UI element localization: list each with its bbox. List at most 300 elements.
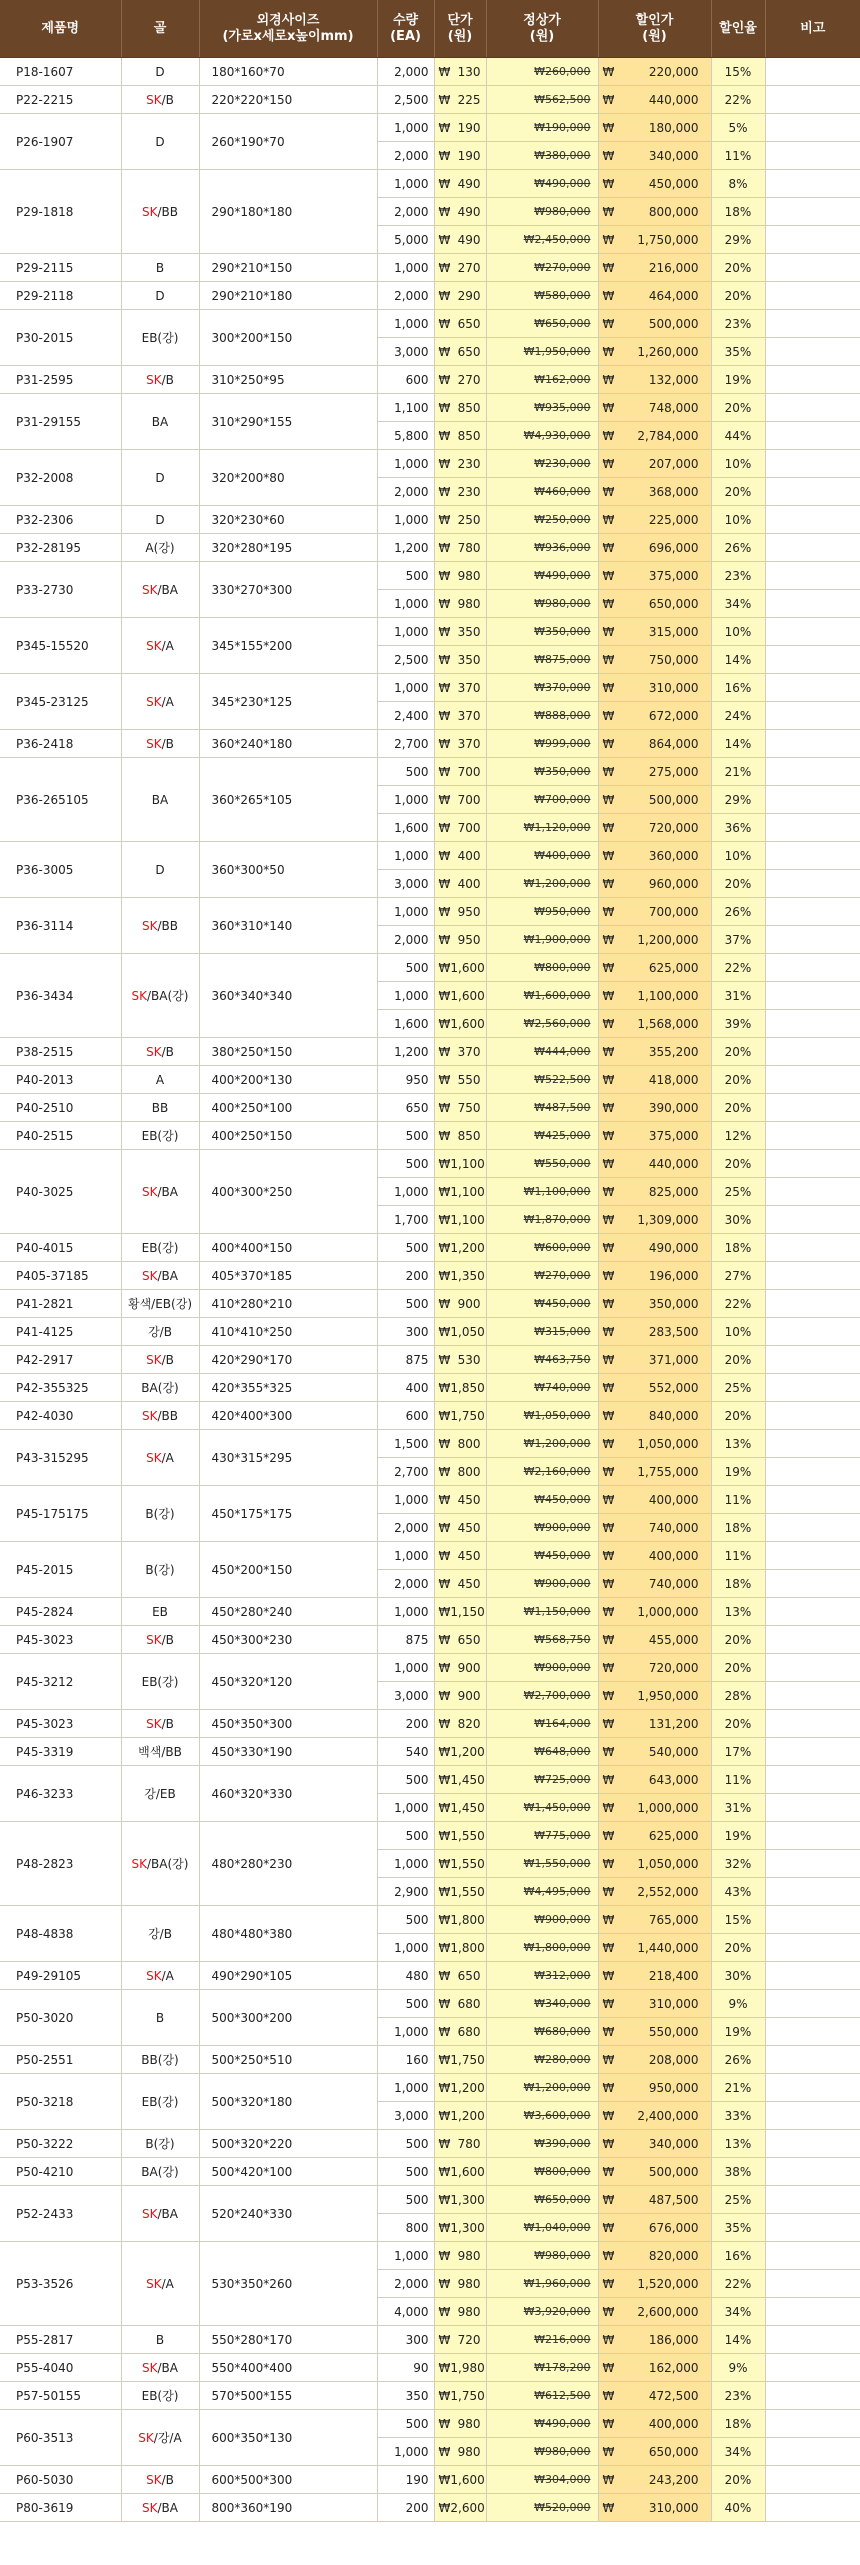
flute-type: /BA(강): [147, 989, 189, 1003]
product-code-cell: P36-265105: [0, 758, 121, 842]
flute-type: B: [155, 260, 165, 275]
unit-price: 190: [457, 148, 481, 163]
note-cell: [765, 562, 860, 590]
regular-price: ₩2,450,000: [523, 233, 591, 246]
flute-type-cell: [121, 1150, 199, 1234]
unit-price-cell: [434, 870, 486, 898]
won-sign: ₩: [602, 1128, 615, 1143]
unit-price-cell: [434, 2494, 486, 2522]
flute-type: 황색/EB(강): [128, 1297, 192, 1311]
flute-type-cell: [121, 1738, 199, 1766]
product-code-cell: P55-2817: [0, 2326, 121, 2354]
discount-rate-cell: 9%: [711, 2354, 765, 2382]
unit-price-cell: [434, 1794, 486, 1822]
table-row: [0, 1402, 860, 1430]
flute-type-cell: [121, 2130, 199, 2158]
regular-price-cell: [486, 842, 598, 870]
flute-type-cell: [121, 1654, 199, 1710]
unit-price: 490: [457, 176, 481, 191]
flute-type: 백색/BB: [138, 1745, 182, 1759]
header-row: [0, 0, 860, 58]
regular-price-cell: [486, 618, 598, 646]
regular-price: ₩875,000: [534, 653, 591, 666]
product-code-cell: P50-3218: [0, 2074, 121, 2130]
sale-price: 672,000: [648, 708, 699, 723]
unit-price: 130: [457, 64, 481, 79]
unit-price: 1,300: [450, 2192, 485, 2207]
discount-rate-cell: 11%: [711, 1486, 765, 1514]
regular-price-cell: [486, 1010, 598, 1038]
won-sign: ₩: [438, 64, 451, 79]
outer-size-cell: 260*190*70: [199, 114, 377, 170]
table-row: [0, 1234, 860, 1262]
product-code-cell: P50-2551: [0, 2046, 121, 2074]
table-row: [0, 1906, 860, 1934]
sale-price-cell: [598, 982, 711, 1010]
quantity-cell: 2,000: [377, 142, 434, 170]
sale-price-cell: [598, 1374, 711, 1402]
regular-price-cell: [486, 226, 598, 254]
header-discount-rate: 할인율: [711, 0, 765, 58]
regular-price-cell: [486, 2410, 598, 2438]
unit-price-cell: [434, 422, 486, 450]
flute-sk-prefix: SK: [146, 92, 162, 107]
unit-price-cell: [434, 2158, 486, 2186]
outer-size-cell: 490*290*105: [199, 1962, 377, 1990]
regular-price-cell: [486, 1486, 598, 1514]
outer-size-cell: 520*240*330: [199, 2186, 377, 2242]
won-sign: ₩: [602, 1408, 615, 1423]
sale-price-cell: [598, 478, 711, 506]
unit-price-cell: [434, 1514, 486, 1542]
won-sign: ₩: [602, 1632, 615, 1647]
flute-type-cell: [121, 2074, 199, 2130]
unit-price-cell: [434, 590, 486, 618]
note-cell: [765, 730, 860, 758]
sale-price: 350,000: [648, 1296, 699, 1311]
won-sign: ₩: [602, 148, 615, 163]
product-code-cell: P32-28195: [0, 534, 121, 562]
unit-price-cell: [434, 1262, 486, 1290]
sale-price-cell: [598, 1738, 711, 1766]
note-cell: [765, 2298, 860, 2326]
regular-price-cell: [486, 562, 598, 590]
unit-price: 1,600: [450, 2164, 485, 2179]
regular-price: ₩3,600,000: [523, 2109, 591, 2122]
quantity-cell: 500: [377, 2130, 434, 2158]
won-sign: ₩: [602, 1072, 615, 1087]
won-sign: ₩: [602, 1772, 615, 1787]
regular-price: ₩522,500: [534, 1073, 591, 1086]
flute-type: /A: [161, 694, 174, 709]
regular-price: ₩216,000: [534, 2333, 591, 2346]
quantity-cell: 1,000: [377, 982, 434, 1010]
table-row: [0, 758, 860, 786]
won-sign: ₩: [602, 764, 615, 779]
discount-rate-cell: 18%: [711, 1514, 765, 1542]
quantity-cell: 1,600: [377, 1010, 434, 1038]
product-code-cell: P46-3233: [0, 1766, 121, 1822]
quantity-cell: 2,700: [377, 730, 434, 758]
regular-price: ₩800,000: [534, 2165, 591, 2178]
regular-price-cell: [486, 1038, 598, 1066]
outer-size-cell: 320*280*195: [199, 534, 377, 562]
discount-rate-cell: 30%: [711, 1206, 765, 1234]
won-sign: ₩: [602, 2248, 615, 2263]
flute-sk-prefix: SK: [146, 372, 162, 387]
regular-price: ₩1,550,000: [523, 1857, 591, 1870]
unit-price: 850: [457, 428, 481, 443]
won-sign: ₩: [438, 988, 451, 1003]
regular-price-cell: [486, 534, 598, 562]
note-cell: [765, 1122, 860, 1150]
unit-price: 1,980: [450, 2360, 485, 2375]
discount-rate-cell: 29%: [711, 226, 765, 254]
table-row: [0, 2186, 860, 2214]
sale-price-cell: [598, 422, 711, 450]
sale-price-cell: [598, 450, 711, 478]
note-cell: [765, 2018, 860, 2046]
unit-price: 1,050: [450, 1324, 485, 1339]
note-cell: [765, 1794, 860, 1822]
won-sign: ₩: [438, 2164, 451, 2179]
note-cell: [765, 1010, 860, 1038]
sale-price: 490,000: [648, 1240, 699, 1255]
regular-price: ₩935,000: [534, 401, 591, 414]
won-sign: ₩: [438, 2388, 451, 2403]
unit-price-cell: [434, 730, 486, 758]
flute-type: /BA: [157, 2206, 178, 2221]
outer-size-cell: 410*410*250: [199, 1318, 377, 1346]
outer-size-cell: 400*250*100: [199, 1094, 377, 1122]
won-sign: ₩: [438, 1716, 451, 1731]
outer-size-cell: 430*315*295: [199, 1430, 377, 1486]
product-code-cell: P30-2015: [0, 310, 121, 366]
won-sign: ₩: [602, 1940, 615, 1955]
regular-price-cell: [486, 758, 598, 786]
product-code-cell: P80-3619: [0, 2494, 121, 2522]
product-code-cell: P36-3434: [0, 954, 121, 1038]
note-cell: [765, 2382, 860, 2410]
flute-type-cell: [121, 1766, 199, 1822]
won-sign: ₩: [438, 372, 451, 387]
quantity-cell: 3,000: [377, 2102, 434, 2130]
note-cell: [765, 1402, 860, 1430]
note-cell: [765, 1234, 860, 1262]
unit-price-cell: [434, 2270, 486, 2298]
product-code-cell: P49-29105: [0, 1962, 121, 1990]
quantity-cell: 1,000: [377, 1850, 434, 1878]
unit-price: 650: [457, 1632, 481, 1647]
flute-type-cell: [121, 2158, 199, 2186]
quantity-cell: 1,000: [377, 170, 434, 198]
won-sign: ₩: [438, 1072, 451, 1087]
product-code-cell: P45-3212: [0, 1654, 121, 1710]
note-cell: [765, 1878, 860, 1906]
outer-size-cell: 500*320*220: [199, 2130, 377, 2158]
won-sign: ₩: [438, 1996, 451, 2011]
note-cell: [765, 2466, 860, 2494]
discount-rate-cell: 20%: [711, 1038, 765, 1066]
unit-price: 900: [457, 1688, 481, 1703]
sale-price-cell: [598, 898, 711, 926]
sale-price-cell: [598, 2298, 711, 2326]
discount-rate-cell: 31%: [711, 982, 765, 1010]
quantity-cell: 1,200: [377, 534, 434, 562]
discount-rate-cell: 18%: [711, 198, 765, 226]
sale-price-cell: [598, 1038, 711, 1066]
won-sign: ₩: [438, 92, 451, 107]
sale-price-cell: [598, 1458, 711, 1486]
note-cell: [765, 394, 860, 422]
note-cell: [765, 898, 860, 926]
won-sign: ₩: [602, 2192, 615, 2207]
won-sign: ₩: [602, 792, 615, 807]
product-code-cell: P405-37185: [0, 1262, 121, 1290]
unit-price-cell: [434, 1878, 486, 1906]
quantity-cell: 1,000: [377, 786, 434, 814]
unit-price-cell: [434, 1654, 486, 1682]
discount-rate-cell: 20%: [711, 1402, 765, 1430]
regular-price-cell: [486, 2158, 598, 2186]
unit-price-cell: [434, 114, 486, 142]
won-sign: ₩: [438, 1184, 451, 1199]
regular-price: ₩2,700,000: [523, 1689, 591, 1702]
discount-rate-cell: 25%: [711, 2186, 765, 2214]
regular-price-cell: [486, 1822, 598, 1850]
product-code-cell: P36-2418: [0, 730, 121, 758]
discount-rate-cell: 26%: [711, 534, 765, 562]
sale-price: 487,500: [648, 2192, 699, 2207]
won-sign: ₩: [438, 428, 451, 443]
unit-price: 820: [457, 1716, 481, 1731]
unit-price: 700: [457, 820, 481, 835]
unit-price-cell: [434, 1682, 486, 1710]
unit-price: 370: [457, 708, 481, 723]
regular-price-cell: [486, 2466, 598, 2494]
unit-price: 650: [457, 344, 481, 359]
regular-price: ₩312,000: [534, 1969, 591, 1982]
flute-type: B: [155, 2332, 165, 2347]
sale-price: 650,000: [648, 596, 699, 611]
flute-sk-prefix: SK: [131, 1857, 148, 1871]
discount-rate-cell: 22%: [711, 86, 765, 114]
won-sign: ₩: [602, 932, 615, 947]
won-sign: ₩: [438, 960, 451, 975]
flute-sk-prefix: SK: [146, 1450, 162, 1465]
discount-rate-cell: 20%: [711, 1934, 765, 1962]
won-sign: ₩: [438, 232, 451, 247]
flute-type-cell: [121, 1346, 199, 1374]
sale-price: 243,200: [648, 2472, 699, 2487]
won-sign: ₩: [602, 1016, 615, 1031]
unit-price-cell: [434, 646, 486, 674]
won-sign: ₩: [602, 1688, 615, 1703]
outer-size-cell: 460*320*330: [199, 1766, 377, 1822]
regular-price-cell: [486, 1626, 598, 1654]
sale-price: 720,000: [648, 820, 699, 835]
quantity-cell: 3,000: [377, 1682, 434, 1710]
note-cell: [765, 226, 860, 254]
note-cell: [765, 1318, 860, 1346]
flute-type: /A: [161, 1450, 174, 1465]
flute-type: BA: [151, 414, 169, 429]
quantity-cell: 500: [377, 1822, 434, 1850]
sale-price: 720,000: [648, 1660, 699, 1675]
discount-rate-cell: 26%: [711, 2046, 765, 2074]
regular-price: ₩900,000: [534, 1577, 591, 1590]
unit-price: 1,200: [450, 2108, 485, 2123]
table-row: [0, 2410, 860, 2438]
quantity-cell: 1,700: [377, 1206, 434, 1234]
product-code-cell: P38-2515: [0, 1038, 121, 1066]
won-sign: ₩: [602, 540, 615, 555]
note-cell: [765, 422, 860, 450]
regular-price-cell: [486, 2102, 598, 2130]
regular-price-cell: [486, 1458, 598, 1486]
sale-price-cell: [598, 86, 711, 114]
discount-rate-cell: 34%: [711, 2438, 765, 2466]
regular-price: ₩3,920,000: [523, 2305, 591, 2318]
sale-price: 1,568,000: [637, 1016, 699, 1031]
table-row: [0, 2158, 860, 2186]
unit-price: 270: [457, 260, 481, 275]
sale-price: 375,000: [648, 1128, 699, 1143]
sale-price-cell: [598, 2018, 711, 2046]
unit-price: 950: [457, 932, 481, 947]
sale-price: 340,000: [648, 148, 699, 163]
regular-price-cell: [486, 2326, 598, 2354]
won-sign: ₩: [438, 1296, 451, 1311]
won-sign: ₩: [438, 2136, 451, 2151]
quantity-cell: 800: [377, 2214, 434, 2242]
product-code-cell: P33-2730: [0, 562, 121, 618]
quantity-cell: 500: [377, 2186, 434, 2214]
unit-price-cell: [434, 2074, 486, 2102]
flute-type-cell: [121, 1318, 199, 1346]
sale-price-cell: [598, 618, 711, 646]
table-row: [0, 2326, 860, 2354]
outer-size-cell: 450*330*190: [199, 1738, 377, 1766]
sale-price-cell: [598, 2410, 711, 2438]
won-sign: ₩: [602, 904, 615, 919]
won-sign: ₩: [602, 2304, 615, 2319]
note-cell: [765, 1906, 860, 1934]
won-sign: ₩: [438, 1212, 451, 1227]
regular-price: ₩425,000: [534, 1129, 591, 1142]
won-sign: ₩: [438, 1492, 451, 1507]
flute-type: B(강): [145, 2137, 175, 2151]
sale-price-cell: [598, 954, 711, 982]
won-sign: ₩: [438, 1240, 451, 1255]
unit-price: 1,350: [450, 1268, 485, 1283]
regular-price: ₩980,000: [534, 205, 591, 218]
unit-price: 680: [457, 1996, 481, 2011]
product-code-cell: P32-2306: [0, 506, 121, 534]
flute-type-cell: [121, 1038, 199, 1066]
discount-rate-cell: 18%: [711, 1234, 765, 1262]
product-code-cell: P29-1818: [0, 170, 121, 254]
regular-price-cell: [486, 2018, 598, 2046]
product-code-cell: P43-315295: [0, 1430, 121, 1486]
note-cell: [765, 478, 860, 506]
quantity-cell: 90: [377, 2354, 434, 2382]
discount-rate-cell: 8%: [711, 170, 765, 198]
regular-price-cell: [486, 450, 598, 478]
regular-price-cell: [486, 1570, 598, 1598]
won-sign: ₩: [438, 2416, 451, 2431]
unit-price: 720: [457, 2332, 481, 2347]
unit-price-cell: [434, 842, 486, 870]
note-cell: [765, 1178, 860, 1206]
unit-price-cell: [434, 1066, 486, 1094]
won-sign: ₩: [438, 260, 451, 275]
note-cell: [765, 1346, 860, 1374]
note-cell: [765, 1626, 860, 1654]
outer-size-cell: 500*300*200: [199, 1990, 377, 2046]
outer-size-cell: 420*355*325: [199, 1374, 377, 1402]
table-row: [0, 1542, 860, 1570]
discount-rate-cell: 34%: [711, 590, 765, 618]
discount-rate-cell: 32%: [711, 1850, 765, 1878]
sale-price: 740,000: [648, 1576, 699, 1591]
outer-size-cell: 450*300*230: [199, 1626, 377, 1654]
flute-type: /A: [161, 2276, 174, 2291]
won-sign: ₩: [602, 400, 615, 415]
outer-size-cell: 320*230*60: [199, 506, 377, 534]
note-cell: [765, 814, 860, 842]
quantity-cell: 650: [377, 1094, 434, 1122]
won-sign: ₩: [438, 456, 451, 471]
won-sign: ₩: [438, 1464, 451, 1479]
outer-size-cell: 360*340*340: [199, 954, 377, 1038]
table-row: [0, 2466, 860, 2494]
won-sign: ₩: [602, 1268, 615, 1283]
won-sign: ₩: [438, 1688, 451, 1703]
regular-price: ₩900,000: [534, 1913, 591, 1926]
won-sign: ₩: [438, 148, 451, 163]
table-row: [0, 1150, 860, 1178]
note-cell: [765, 170, 860, 198]
unit-price-cell: [434, 2466, 486, 2494]
note-cell: [765, 1542, 860, 1570]
discount-rate-cell: 22%: [711, 2270, 765, 2298]
regular-price-cell: [486, 674, 598, 702]
won-sign: ₩: [438, 1352, 451, 1367]
unit-price-cell: [434, 2410, 486, 2438]
flute-type-cell: [121, 1402, 199, 1430]
sale-price-cell: [598, 1094, 711, 1122]
sale-price-cell: [598, 674, 711, 702]
won-sign: ₩: [602, 2024, 615, 2039]
sale-price: 1,309,000: [637, 1212, 699, 1227]
quantity-cell: 2,400: [377, 702, 434, 730]
quantity-cell: 500: [377, 1766, 434, 1794]
sale-price-cell: [598, 254, 711, 282]
sale-price: 2,400,000: [637, 2108, 699, 2123]
regular-price-cell: [486, 2298, 598, 2326]
table-row: [0, 2046, 860, 2074]
won-sign: ₩: [438, 736, 451, 751]
sale-price: 186,000: [648, 2332, 699, 2347]
discount-rate-cell: 27%: [711, 1262, 765, 1290]
note-cell: [765, 1934, 860, 1962]
flute-type-cell: [121, 1710, 199, 1738]
unit-price: 1,550: [450, 1884, 485, 1899]
regular-price: ₩1,050,000: [523, 1409, 591, 1422]
unit-price-cell: [434, 1346, 486, 1374]
sale-price-cell: [598, 2046, 711, 2074]
